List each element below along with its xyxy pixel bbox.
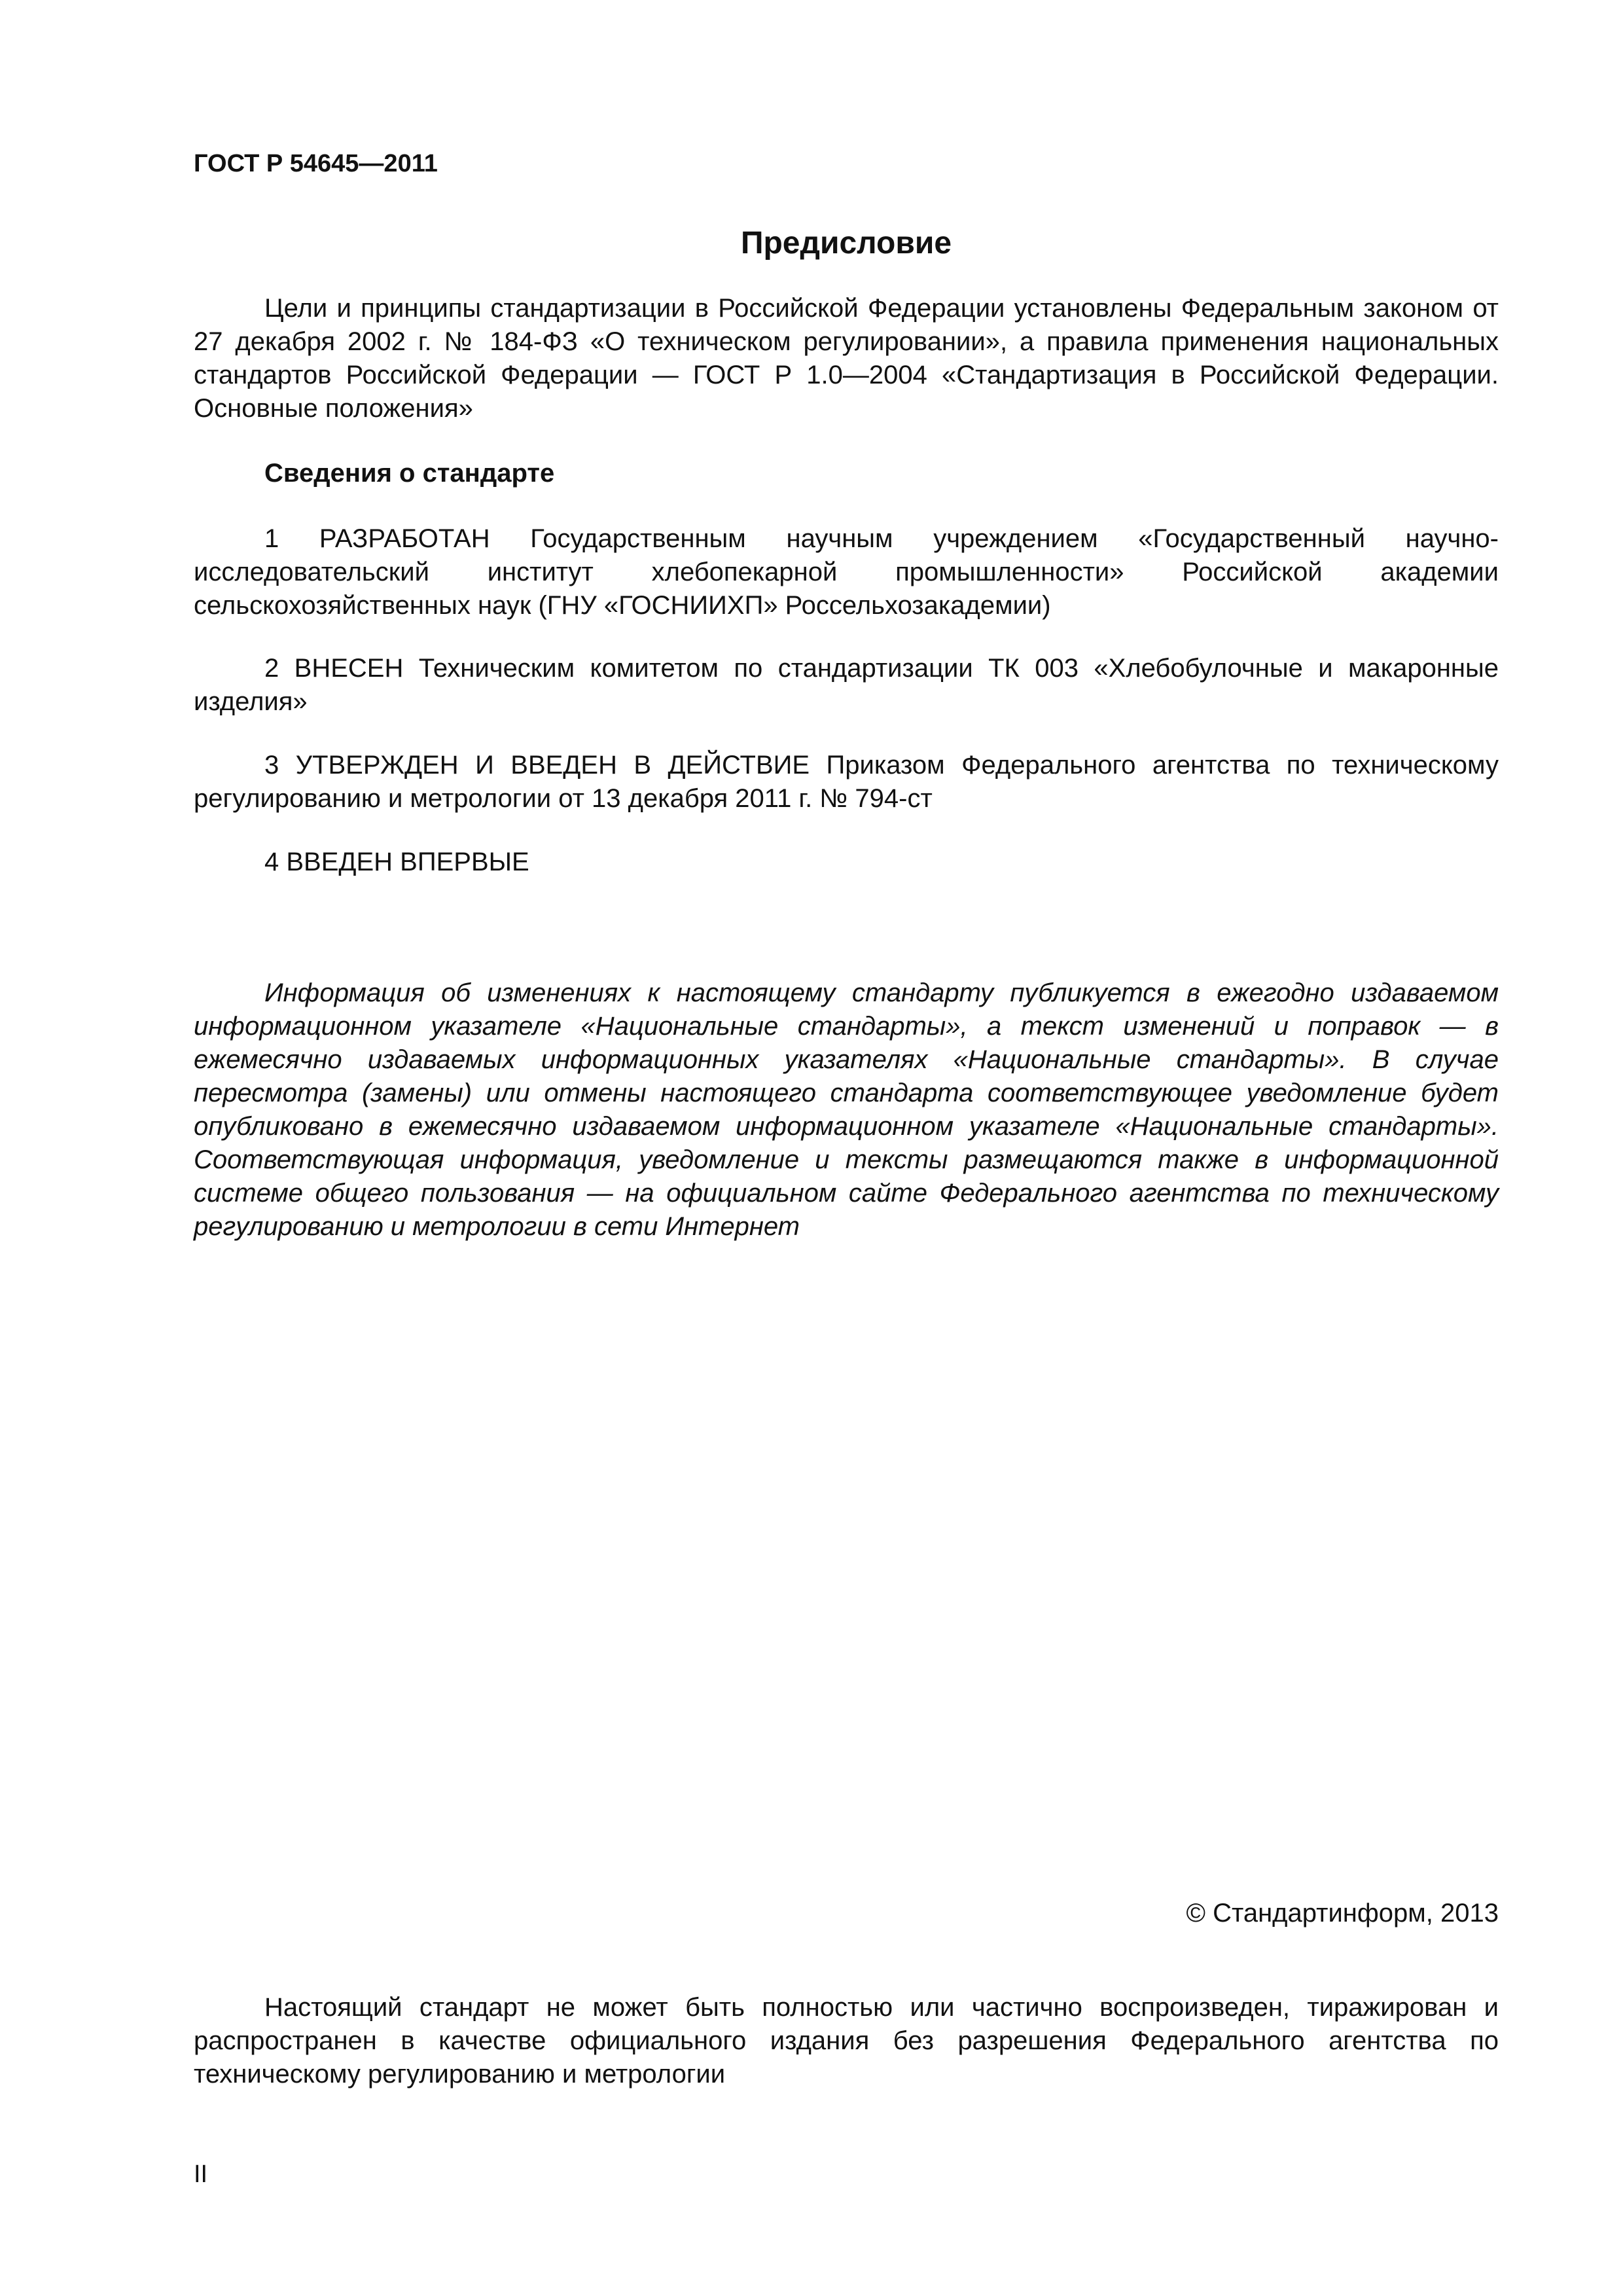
document-code: ГОСТ Р 54645—2011 bbox=[194, 150, 438, 177]
intro-paragraph: Цели и принципы стандартизации в Российской Федерации установлены Федеральным законом от 27 декабря 2002 г. № 184-ФЗ «О техническом регулировании», а правила применения национальных стандартов Российской Федерации — ГОСТ Р 1.0—2004 «Стандартизация в Российской Федерации. Основные положения» bbox=[194, 294, 1499, 423]
info-heading: Сведения о стандарте bbox=[264, 459, 555, 488]
notice-paragraph: Информация об изменениях к настоящему стандарту публикуется в ежегодно издаваемом информационном указателе «Национальные стандарты», а текст изменений и поправок — в ежемесячно издаваемых информационных указателях «Национальные стандарты». В случае пересмотра (замены) или отмены настоящего стандарта соответствующее уведомление будет опубликовано в ежемесячно издаваемом информационном указателе «Национальные стандарты». Соответствующая информация, уведомление и тексты размещаются также в информационной системе общего пользования — на официальном сайте Федерального агентства по техническому регулированию и метрологии в сети Интернет bbox=[194, 978, 1499, 1241]
restriction-paragraph: Настоящий стандарт не может быть полностью или частично воспроизведен, тиражирован и распространен в качестве официального издания без разрешения Федерального агентства по техническому регулированию и метрологии bbox=[194, 1993, 1499, 2089]
item-developed: 1 РАЗРАБОТАН Государственным научным учреждением «Государственный научно-исследовательский институт хлебопекарной промышленности» Российской академии сельскохозяйственных наук (ГНУ «ГОСНИИХП» Россельхозакадемии) bbox=[194, 524, 1499, 620]
item-submitted: 2 ВНЕСЕН Техническим комитетом по стандартизации ТК 003 «Хлебобулочные и макаронные изделия» bbox=[194, 654, 1499, 716]
page-number: II bbox=[194, 2161, 208, 2188]
page-title: Предисловие bbox=[740, 226, 952, 260]
copyright-line: © Стандартинформ, 2013 bbox=[1186, 1899, 1499, 1928]
item-introduced: 4 ВВЕДЕН ВПЕРВЫЕ bbox=[264, 848, 529, 876]
item-approved: 3 УТВЕРЖДЕН И ВВЕДЕН В ДЕЙСТВИЕ Приказом Федерального агентства по техническому регулированию и метрологии от 13 декабря 2011 г. № 794-ст bbox=[194, 751, 1499, 813]
